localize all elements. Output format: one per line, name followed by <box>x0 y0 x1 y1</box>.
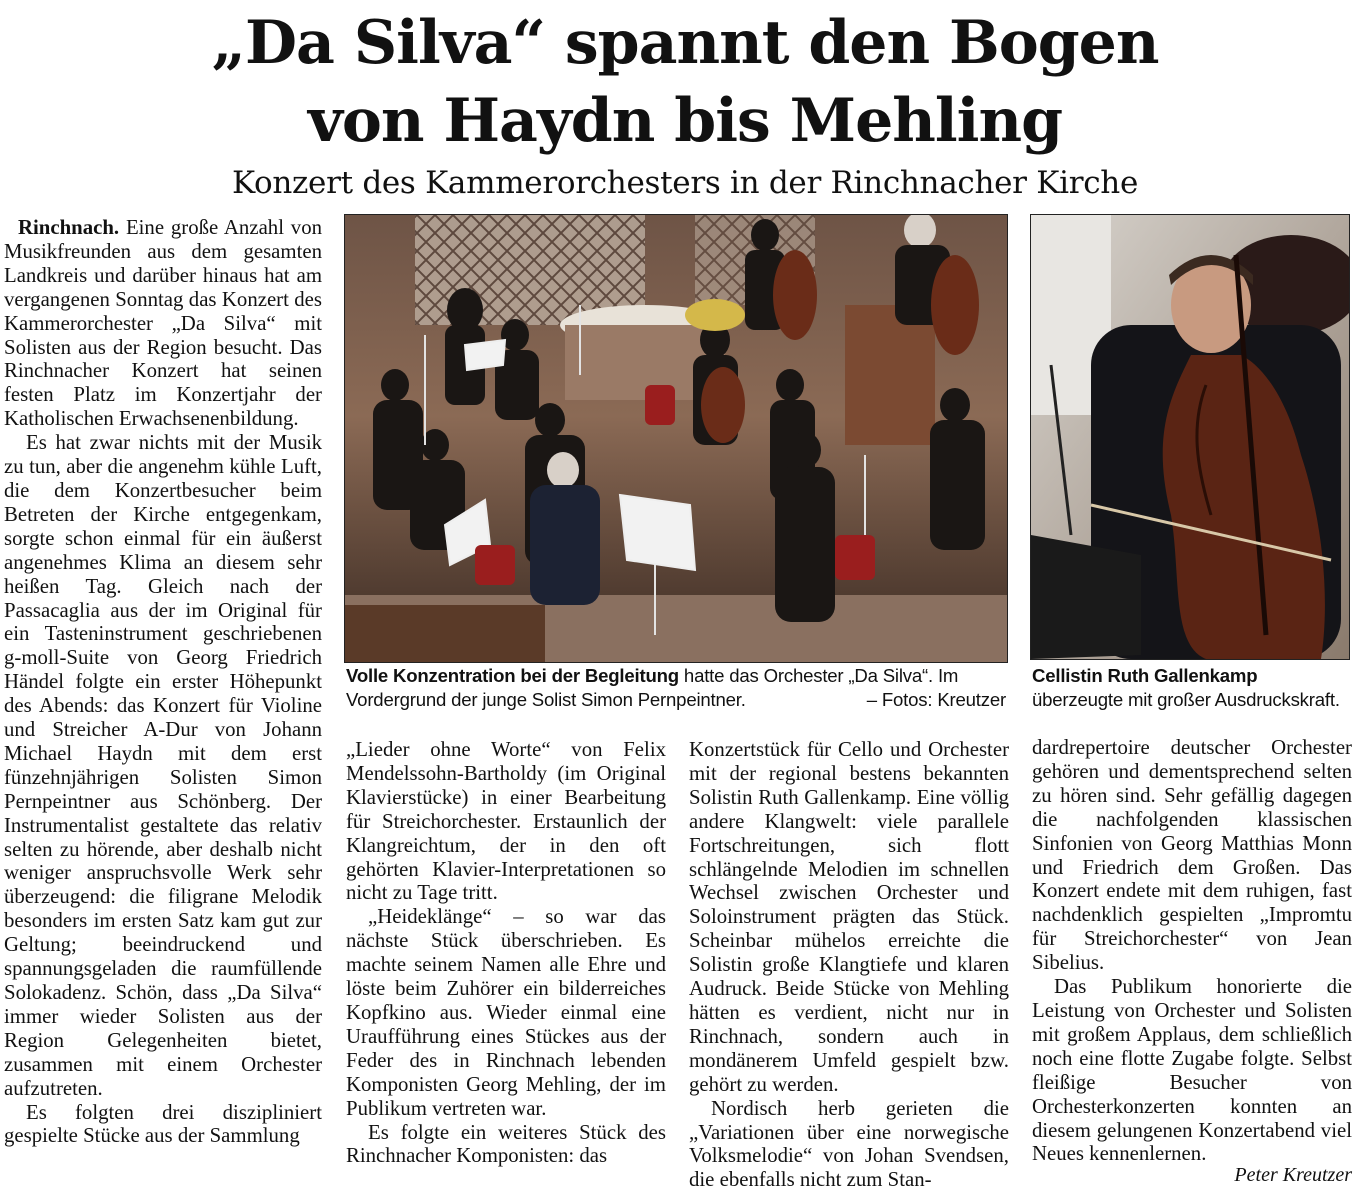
paragraph: Rinchnach. Eine große Anzahl von Musikfreunden aus dem gesamten Landkreis und darüber hinaus hat am vergangenen Sonntag das Konzert des Kammerorchester „Da Silva“ mit Solisten aus der Region besucht. Das Rinchnacher Konzert hat seinen festen Platz im Konzertjahr der Katholischen Erwachsenenbildung. <box>4 216 322 431</box>
headline <box>0 4 1370 160</box>
main-caption-lead: Volle Konzentration bei der Begleitung <box>346 665 679 686</box>
dateline: Rinchnach. <box>18 216 120 239</box>
author-byline: Peter Kreutzer <box>1234 1164 1352 1186</box>
main-caption-text: hatte das Orchester „Da Silva“. Im Vordergrund der junge Solist Simon Pernpeintner. <box>346 665 959 710</box>
text-column-2 <box>346 738 666 1168</box>
subheadline: Konzert des Kammerorchesters in der Rinchnacher Kirche <box>231 165 1139 201</box>
text-column-1 <box>4 216 322 1148</box>
side-caption-lead: Cellistin Ruth Gallenkamp <box>1032 665 1258 686</box>
side-caption-text: überzeugte mit großer Ausdruckskraft. <box>1032 689 1340 710</box>
main-photo-caption <box>346 664 1006 712</box>
headline-line-1: „Da Silva“ spannt den Bogen <box>211 8 1159 78</box>
paragraph: Nordisch herb gerieten die „Variationen über eine norwegische Volksmelodie“ von Johan Svendsen, die ebenfalls nicht zum Stan- <box>689 1096 1009 1192</box>
text-column-3 <box>689 738 1009 1192</box>
paragraph: „Heideklänge“ – so war das nächste Stück überschrieben. Es machte seinem Namen alle Ehre und löste beim Zuhörer ein bilderreiches Kopfkino aus. Wieder einmal eine Uraufführung eines Stückes aus der Feder des in Rinchnach lebenden Komponisten Georg Mehling, der im Publikum vertreten war. <box>346 905 666 1120</box>
paragraph: „Lieder ohne Worte“ von Felix Mendelssohn-Bartholdy (im Original Klavierstücke) in einer Bearbeitung für Streichorchester. Erstaunlich der Klangreichtum, der in den oft gehörten Klavier-Interpretationen so nicht zu Tage tritt. <box>346 738 666 905</box>
photo-credit: – Fotos: Kreutzer <box>866 689 1006 710</box>
paragraph: Das Publikum honorierte die Leistung von Orchester und Solisten mit großem Applaus, dem schließlich noch eine flotte Zugabe folgte. Selbst fleißige Besucher von Orchesterkonzerten konnten an diesem gelungenen Konzertabend viel Neues kennenlernen. <box>1032 975 1352 1166</box>
text-column-4 <box>1032 736 1352 1166</box>
paragraph: Es hat zwar nichts mit der Musik zu tun, aber die angenehm kühle Luft, die dem Konzertbesucher beim Betreten der Kirche entgegenkam, sorgte schon einmal für ein äußerst angenehmes Klima an diesem sehr heißen Tag. Gleich nach der Passacaglia aus der im Original für ein Tasteninstrument geschriebenen g-moll-Suite von Georg Friedrich Händel folgte ein erster Höhepunkt des Abends: das Konzert für Violine und Streicher A-Dur von Johann Michael Haydn mit dem erst fünzehnjährigen Solisten Simon Pernpeintner aus Schönberg. Der Instrumentalist gestaltete das relativ selten zu hörende, aber deshalb nicht weniger anspruchsvolle Werk sehr überzeugend: die filigrane Melodik besonders im ersten Satz kam gut zur Geltung; beeindruckend und spannungsgeladen die raumfüllende Solokadenz. Schön, dass „Da Silva“ immer wieder Solisten aus der Region Gelegenheiten bietet, zusammen mit einem Orchester aufzutreten. <box>4 431 322 1100</box>
paragraph: dardrepertoire deutscher Orchester gehören und dementsprechend selten zu hören sind. Sehr gefällig dagegen die nachfolgenden klassischen Sinfonien von Georg Matthias Monn und Friedrich dem Großen. Das Konzert endete mit dem ruhigen, fast nachdenklich gespielten „Impromtu für Streichorchester“ von Jean Sibelius. <box>1032 736 1352 975</box>
orchestra-photo <box>344 214 1008 663</box>
paragraph: Es folgte ein weiteres Stück des Rinchnacher Komponisten: das <box>346 1120 666 1168</box>
paragraph: Es folgten drei diszipliniert gespielte Stücke aus der Sammlung <box>4 1100 322 1148</box>
paragraph: Konzertstück für Cello und Orchester mit der regional bestens bekannten Solistin Ruth Gallenkamp. Eine völlig andere Klangwelt: viele parallele Fortschreitungen, sich flott schlängelnde Melodien im schnellen Wechsel zwischen Orchester und Soloinstrument prägten das Stück. Scheinbar mühelos erreichte die Solistin große Klangtiefe und klaren Audruck. Beide Stücke von Mehling hätten es verdient, nicht nur in Rinchnach, sondern auch in mondänerem Umfeld gespielt bzw. gehört zu werden. <box>689 738 1009 1096</box>
side-photo-caption <box>1032 664 1348 712</box>
headline-line-2: von Haydn bis Mehling <box>307 86 1063 156</box>
cellist-photo <box>1030 214 1350 660</box>
